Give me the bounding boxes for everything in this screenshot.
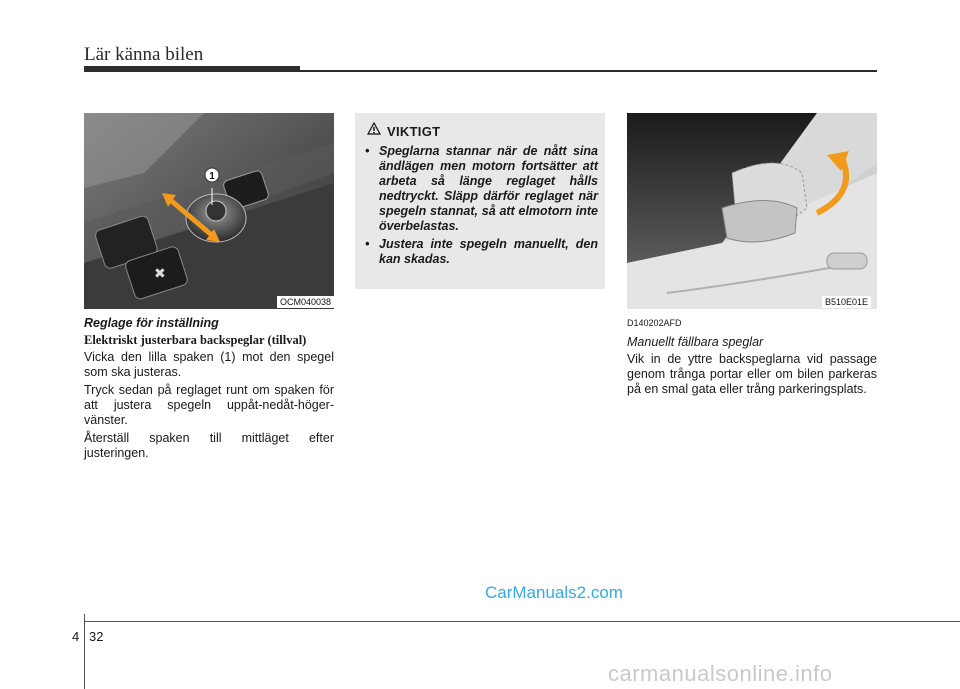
right-image-code: B510E01E [822, 296, 871, 308]
footer-horizontal-rule [84, 621, 960, 622]
left-caption: Reglage för inställning [84, 316, 219, 330]
warning-list [365, 144, 598, 270]
watermark-footer[interactable]: carmanualsonline.info [608, 661, 833, 686]
warning-triangle-icon [367, 122, 381, 140]
header-rule-thin [300, 70, 877, 72]
page-header-title: Lär känna bilen [84, 44, 204, 65]
page-number: 32 [89, 629, 104, 644]
watermark-link[interactable]: CarManuals2.com [485, 583, 623, 602]
footer-vertical-rule [84, 614, 85, 689]
callout-number: 1 [209, 171, 215, 182]
warning-title: VIKTIGT [387, 123, 441, 139]
folding-mirror-photo [627, 113, 877, 309]
right-ref-code: D140202AFD [627, 318, 682, 328]
left-paragraph-1: Vicka den lilla spaken (1) mot den spegel som ska justeras. [84, 350, 334, 379]
header-rule-thick [84, 66, 300, 72]
page-chapter-number: 4 [72, 629, 80, 644]
warning-box [355, 113, 605, 289]
left-paragraph-3: Återställ spaken till mittläget efter justeringen. [84, 431, 334, 460]
right-subheading: Manuellt fällbara speglar [627, 335, 764, 349]
svg-text:✖: ✖ [154, 266, 166, 282]
left-image-code: OCM040038 [277, 296, 334, 308]
warning-item: • Justera inte spegeln manuellt, den kan skadas. [365, 237, 598, 266]
left-subheading: Elektriskt justerbara backspeglar (tillval) [84, 333, 307, 347]
right-paragraph-1: Vik in de yttre backspeglarna vid passage genom trånga portar eller om bilen parkeras på en smal gata eller trång parkeringsplats. [627, 352, 877, 396]
left-text-column [84, 316, 334, 464]
left-paragraph-2: Tryck sedan på reglaget runt om spaken för att justera spegeln uppåt-nedåt-höger-vänster. [84, 383, 334, 427]
right-text-column [627, 316, 877, 400]
warning-item: • Speglarna stannar när de nått sina ändlägen men motorn fortsätter att arbeta så länge reglaget hålls nedtryckt. Släpp därför reglaget när spegeln stannat, så att elmotorn inte överbelastas. [365, 144, 598, 233]
mirror-switch-photo [84, 113, 334, 309]
